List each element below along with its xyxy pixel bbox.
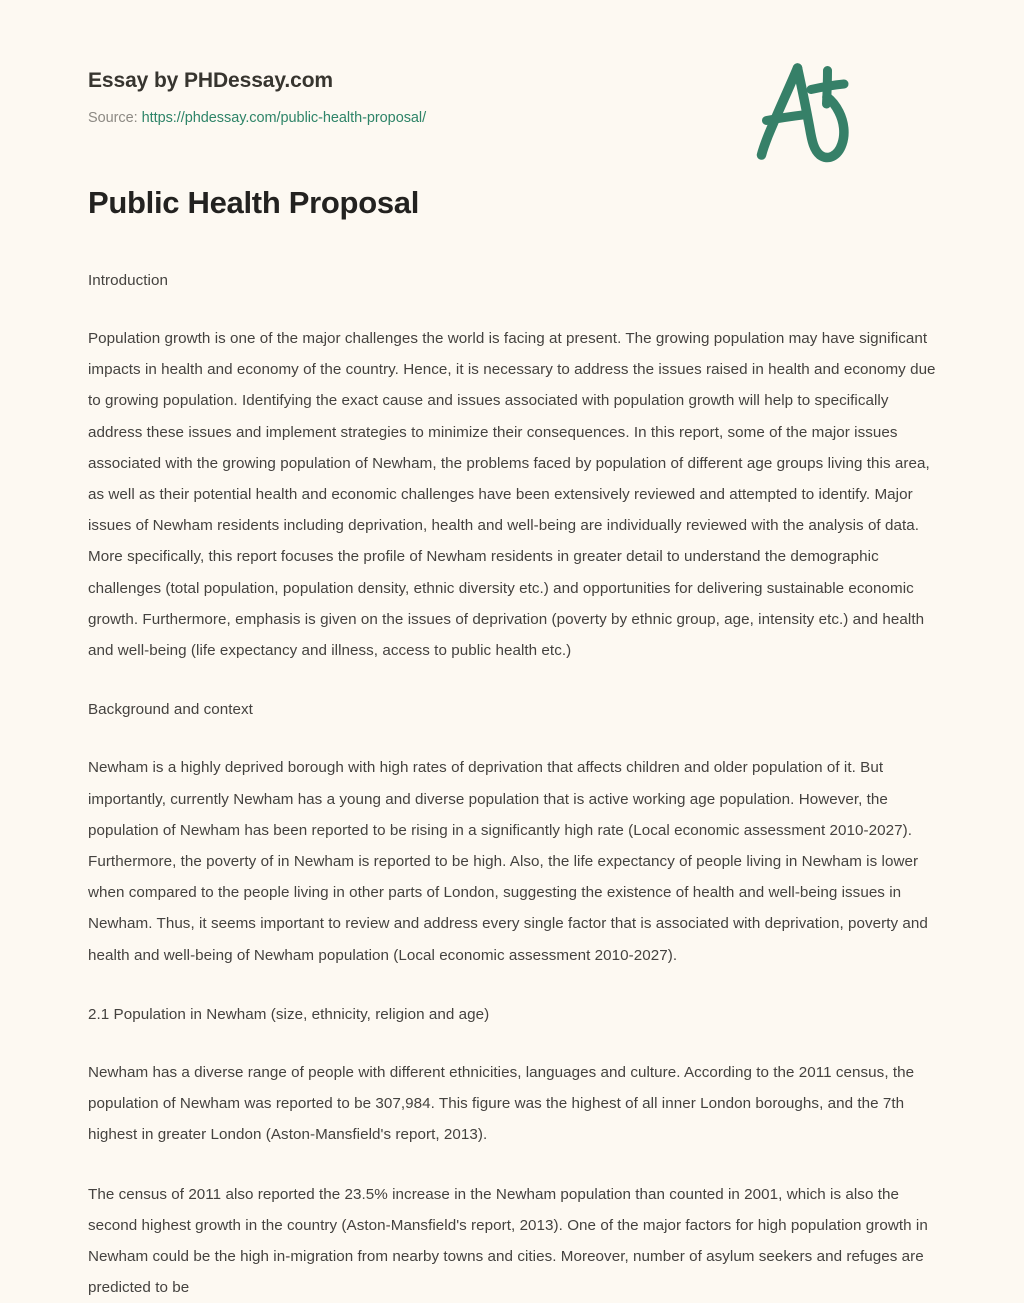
body-paragraph: Newham is a highly deprived borough with high rates of deprivation that affects children and older population of it. But importantly, currently Newham has a young and diverse population that is active working age population. However, the population of Newham has been reported to be rising in a significantly high rate (Local economic assessment 2010-2027). Furthermore, the poverty of in Newham is reported to be high. Also, the life expectancy of people living in Newham is lower when compared to the people living in other parts of London, suggesting the existence of health and well-being issues in Newham. Thus, it seems important to review and address every single factor that is associated with deprivation, poverty and health and well-being of Newham population (Local economic assessment 2010-2027). [88, 759, 928, 964]
section-heading: Introduction [88, 271, 168, 289]
a-plus-logo-icon [744, 52, 862, 164]
body-paragraph: The census of 2011 also reported the 23.5% increase in the Newham population than counted in 2001, which is also the second highest growth in the country (Aston-Mansfield's report, 2013). One of the major factors for high population growth in Newham could be the high in-migration from nearby towns and cities. Moreover, number of asylum seekers and refuges are predicted to be [88, 1185, 928, 1297]
a-plus-logo [744, 52, 862, 164]
section-heading: 2.1 Population in Newham (size, ethnicity, religion and age) [88, 1005, 490, 1023]
essay-body [88, 223, 936, 1303]
body-paragraph: Newham has a diverse range of people with different ethnicities, languages and culture. According to the 2011 census, the population of Newham was reported to be 307,984. This figure was the highest of all inner London boroughs, and the 7th highest in greater London (Aston-Mansfield's report, 2013). [88, 1064, 915, 1144]
brand-title: Essay by PHDessay.com [88, 69, 333, 92]
source-url-link[interactable]: https://phdessay.com/public-health-proposal/ [141, 110, 427, 127]
body-paragraph: Population growth is one of the major challenges the world is facing at present. The growing population may have significant impacts in health and economy of the country. Hence, it is necessary to address the issues raised in health and economy due to growing population. Identifying the exact cause and issues associated with population growth will help to specifically address these issues and implement strategies to minimize their consequences. In this report, some of the major issues associated with the growing population of Newham, the problems faced by population of different age groups living this area, as well as their potential health and economic challenges have been extensively reviewed and attempted to identify. Major issues of Newham residents including deprivation, health and well-being are individually reviewed with the analysis of data. More specifically, this report focuses the profile of Newham residents in greater detail to understand the demographic challenges (total population, population density, ethnic diversity etc.) and opportunities for delivering sustainable economic growth. Furthermore, emphasis is given on the issues of deprivation (poverty by ethnic group, age, intensity etc.) and health and well-being (life expectancy and illness, access to public health etc.) [88, 329, 936, 659]
page-header [88, 0, 936, 127]
section-heading: Background and context [88, 701, 253, 719]
page-title: Public Health Proposal [88, 185, 420, 220]
source-label: Source: [88, 110, 138, 127]
